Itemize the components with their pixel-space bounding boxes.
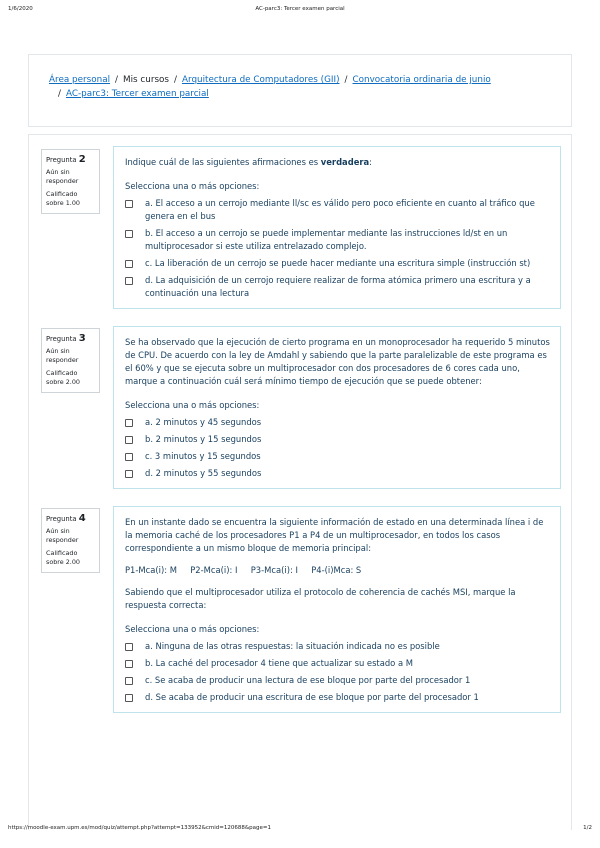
option-label[interactable]: a. 2 minutos y 45 segundos — [145, 417, 262, 427]
option-row[interactable] — [125, 640, 550, 653]
option-checkbox[interactable] — [125, 277, 133, 285]
option-checkbox[interactable] — [125, 260, 133, 268]
question-stem-2: Sabiendo que el multiprocesador utiliza el protocolo de coherencia de cachés MSI, marque la respuesta correcta: — [125, 587, 516, 610]
print-date: 1/6/2020 — [8, 6, 33, 12]
question-prompt: Selecciona una o más opciones: — [125, 624, 260, 634]
question-label: Pregunta — [46, 335, 77, 343]
option-checkbox[interactable] — [125, 470, 133, 478]
option-label[interactable]: d. 2 minutos y 55 segundos — [145, 468, 262, 478]
print-title: AC-parc3: Tercer examen parcial — [255, 6, 345, 12]
question-state: Aún sin responder — [46, 347, 79, 364]
question-prompt: Selecciona una o más opciones: — [125, 400, 260, 410]
cache-states-line: P1-Mca(i): M P2-Mca(i): I P3-Mca(i): I P4-(i)Mca: S — [125, 565, 362, 575]
question-stem-emphasis: verdadera — [320, 157, 370, 167]
question-info-3 — [41, 328, 100, 393]
question-number: 3 — [78, 333, 86, 344]
option-label[interactable]: d. La adquisición de un cerrojo requiere realizar de forma atómica primero una escritura y a continuación una lectura — [145, 275, 531, 298]
breadcrumb — [49, 73, 559, 101]
print-footer — [8, 825, 592, 835]
option-label[interactable]: c. 3 minutos y 15 segundos — [145, 451, 261, 461]
option-row[interactable] — [125, 197, 550, 223]
option-label[interactable]: b. 2 minutos y 15 segundos — [145, 434, 262, 444]
breadcrumb-link-area-personal[interactable]: Área personal — [49, 75, 111, 85]
question-info-2 — [41, 149, 100, 214]
option-label[interactable]: d. Se acaba de producir una escritura de ese bloque por parte del procesador 1 — [145, 692, 479, 702]
option-label[interactable]: c. La liberación de un cerrojo se puede hacer mediante una escritura simple (instrucción st) — [145, 258, 531, 268]
option-checkbox[interactable] — [125, 677, 133, 685]
breadcrumb-link-convocatoria[interactable]: Convocatoria ordinaria de junio — [352, 75, 491, 85]
option-checkbox[interactable] — [125, 230, 133, 238]
option-row[interactable] — [125, 433, 550, 446]
option-label[interactable]: b. La caché del procesador 4 tiene que actualizar su estado a M — [145, 658, 413, 668]
question-stem: En un instante dado se encuentra la siguiente información de estado en una determinada línea i de la memoria caché de los procesadores P1 a P4 de un multiprocesador, en todos los casos correspondiente a un mismo bloque de memoria principal: — [125, 517, 544, 553]
option-row[interactable] — [125, 450, 550, 463]
question-prompt: Selecciona una o más opciones: — [125, 181, 260, 191]
question-number: 2 — [78, 154, 86, 165]
option-row[interactable] — [125, 691, 550, 704]
option-checkbox[interactable] — [125, 694, 133, 702]
breadcrumb-card — [28, 54, 572, 127]
question-state: Aún sin responder — [46, 168, 79, 185]
option-row[interactable] — [125, 467, 550, 480]
question-content-2 — [113, 146, 561, 309]
option-checkbox[interactable] — [125, 419, 133, 427]
question-stem: Indique cuál de las siguientes afirmaciones es verdadera: — [125, 157, 372, 167]
breadcrumb-separator: / — [115, 75, 118, 85]
question-grade: Calificado sobre 2.00 — [46, 549, 80, 566]
breadcrumb-separator: / — [344, 75, 348, 85]
option-label[interactable]: c. Se acaba de producir una lectura de ese bloque por parte del procesador 1 — [145, 675, 471, 685]
print-page-number: 1/2 — [583, 825, 592, 831]
option-label[interactable]: a. El acceso a un cerrojo mediante ll/sc es válido pero poco eficiente en cuanto al tráfico que genera en el bus — [145, 198, 535, 221]
print-header — [8, 6, 592, 16]
option-row[interactable] — [125, 227, 550, 253]
question-label: Pregunta — [46, 156, 77, 164]
quiz-region — [28, 134, 572, 830]
question-stem: Se ha observado que la ejecución de cierto programa en un monoprocesador ha requerido 5 minutos de CPU. De acuerdo con la ley de Amdahl y sabiendo que la parte paralelizable de este programa es el 60% y que se ejecuta sobre un multiprocesador con dos procesadores de 6 cores cada uno, marque a continuación cuál será mínimo tiempo de ejecución que se puede obtener: — [125, 337, 550, 386]
option-row[interactable] — [125, 657, 550, 670]
option-checkbox[interactable] — [125, 453, 133, 461]
breadcrumb-mis-cursos: Mis cursos — [123, 75, 169, 85]
option-checkbox[interactable] — [125, 643, 133, 651]
option-label[interactable]: b. El acceso a un cerrojo se puede implementar mediante las instrucciones ld/st en un multiprocesador si este utiliza entrelazado complejo. — [145, 228, 508, 251]
option-row[interactable] — [125, 674, 550, 687]
question-number: 4 — [78, 513, 86, 524]
question-content-3 — [113, 326, 561, 489]
question-label: Pregunta — [46, 515, 77, 523]
option-row[interactable] — [125, 257, 550, 270]
option-label[interactable]: a. Ninguna de las otras respuestas: la situación indicada no es posible — [145, 641, 440, 651]
question-grade: Calificado sobre 1.00 — [46, 190, 80, 207]
breadcrumb-link-curso[interactable]: Arquitectura de Computadores (GII) — [181, 75, 340, 85]
option-checkbox[interactable] — [125, 436, 133, 444]
breadcrumb-separator: / — [58, 89, 61, 99]
option-checkbox[interactable] — [125, 660, 133, 668]
option-row[interactable] — [125, 274, 550, 300]
question-content-4 — [113, 506, 561, 713]
question-state: Aún sin responder — [46, 527, 79, 544]
question-grade: Calificado sobre 2.00 — [46, 369, 80, 386]
option-row[interactable] — [125, 416, 550, 429]
option-checkbox[interactable] — [125, 200, 133, 208]
breadcrumb-link-examen[interactable]: AC-parc3: Tercer examen parcial — [65, 89, 209, 99]
print-url: https://moodle-exam.upm.es/mod/quiz/attempt.php?attempt=133952&cmid=120688&page=1 — [8, 825, 272, 831]
breadcrumb-separator: / — [174, 75, 177, 85]
question-info-4 — [41, 508, 100, 573]
